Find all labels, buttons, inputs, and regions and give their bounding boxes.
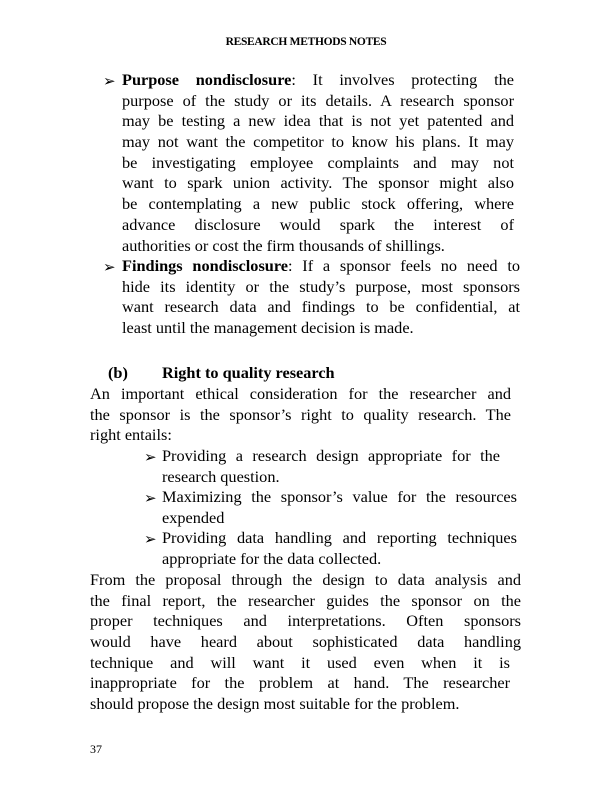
text-line: advance disclosure would spark the interest of — [122, 214, 514, 234]
text-line: technique and will want it used even when it is — [90, 652, 510, 672]
right-item-value — [162, 487, 517, 528]
text-line: : It involves protecting the — [291, 70, 514, 89]
section-title: Right to quality research — [162, 363, 335, 382]
text-line: be investigating employee complaints and may not — [122, 152, 514, 172]
text-line: want to spark union activity. The sponsor might also — [122, 173, 514, 193]
text-line: proper techniques and interpretations. Often sponsors — [90, 611, 521, 631]
text-line: the final report, the researcher guides the sponsor on the — [90, 590, 521, 610]
text-line: would have heard about sophisticated data handling — [90, 632, 521, 652]
bullet-arrow-icon: ➢ — [103, 74, 116, 90]
bullet-arrow-icon: ➢ — [144, 450, 157, 466]
text-line: : If a sponsor feels no need to — [288, 256, 520, 275]
right-item-design — [162, 446, 500, 487]
text-line: authorities or cost the firm thousands of shillings. — [122, 235, 445, 255]
bullet-term: Purpose nondisclosure — [122, 70, 292, 89]
bullet-arrow-icon: ➢ — [144, 491, 157, 507]
text-line: may not want the competitor to know his plans. It may — [122, 132, 514, 152]
bullet-arrow-icon: ➢ — [103, 260, 116, 276]
text-line: the sponsor is the sponsor’s right to quality research. The — [90, 404, 511, 424]
section-number: (b) — [108, 363, 128, 382]
text-line: should propose the design most suitable for the problem. — [90, 694, 460, 714]
text-line: expended — [162, 507, 225, 527]
text-line: be contemplating a new public stock offering, where — [122, 194, 514, 214]
text-line: hide its identity or the study’s purpose, most sponsors — [122, 276, 520, 296]
text-line: right entails: — [90, 425, 172, 445]
text-line: research question. — [162, 466, 280, 486]
bullet-purpose-nondisclosure — [122, 70, 514, 256]
text-line: want research data and findings to be confidential, at — [122, 297, 520, 317]
closing-paragraph — [90, 570, 521, 715]
bullet-arrow-icon: ➢ — [144, 532, 157, 548]
text-line: Providing data handling and reporting techniques — [162, 528, 517, 547]
page-header: RESEARCH METHODS NOTES — [225, 36, 387, 48]
bullet-term: Findings nondisclosure — [122, 256, 288, 275]
text-line: From the proposal through the design to data analysis and — [90, 570, 521, 589]
text-line: may be testing a new idea that is not yet patented and — [122, 111, 514, 131]
text-line: purpose of the study or its details. A research sponsor — [122, 90, 514, 110]
text-line: An important ethical consideration for the researcher and — [90, 384, 511, 403]
text-line: appropriate for the data collected. — [162, 548, 382, 568]
bullet-findings-nondisclosure — [122, 256, 520, 339]
text-line: least until the management decision is made. — [122, 318, 414, 338]
right-item-data-handling — [162, 528, 517, 569]
text-line: Maximizing the sponsor’s value for the resources — [162, 487, 517, 506]
text-line: Providing a research design appropriate for the — [162, 446, 500, 465]
text-line: inappropriate for the problem at hand. The researcher — [90, 673, 510, 693]
intro-paragraph — [90, 384, 511, 446]
page-number: 37 — [90, 742, 102, 756]
